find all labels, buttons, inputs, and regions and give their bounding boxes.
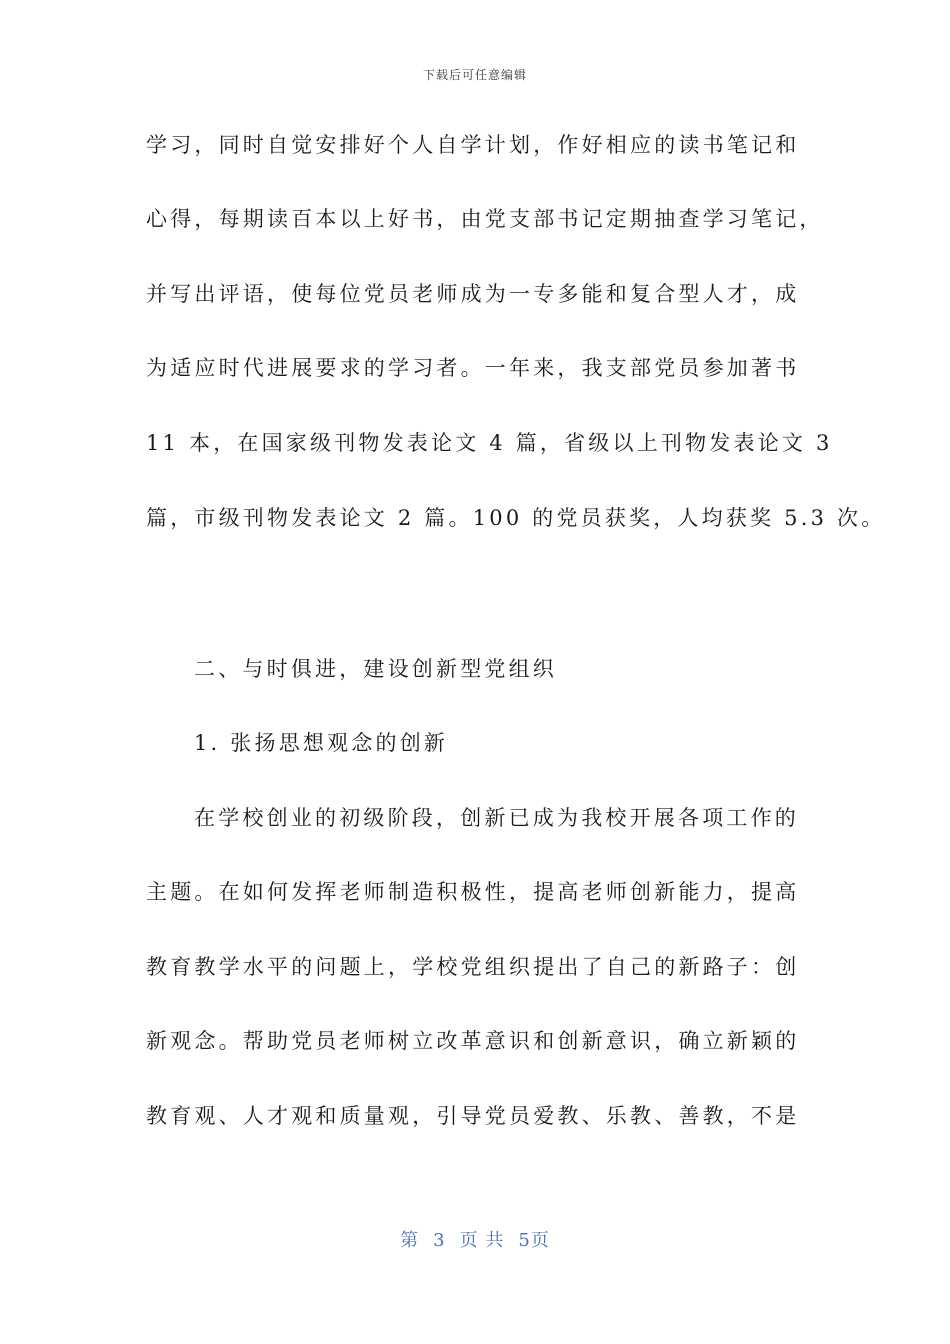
paragraph-line: 为适应时代进展要求的学习者。一年来，我支部党员参加著书: [146, 356, 800, 380]
paragraph-line: 在学校创业的初级阶段，创新已成为我校开展各项工作的: [194, 806, 799, 830]
paragraph-line: 新观念。帮助党员老师树立改革意识和创新意识，确立新颖的: [146, 1029, 800, 1053]
subsection-heading: 1. 张扬思想观念的创新: [194, 731, 449, 755]
page-footer: [0, 1226, 950, 1252]
footer-total-pages: 5: [518, 1230, 531, 1251]
paragraph-line: 学习，同时自觉安排好个人自学计划，作好相应的读书笔记和: [146, 133, 800, 157]
header-note: 下载后可任意编辑: [422, 68, 527, 82]
paragraph-line: 11 本，在国家级刊物发表论文 4 篇，省级以上刊物发表论文 3: [146, 431, 833, 455]
footer-suffix: 页: [530, 1230, 550, 1251]
section-heading: 二、与时俱进，建设创新型党组织: [194, 657, 557, 681]
paragraph-line: 主题。在如何发挥老师制造积极性，提高老师创新能力，提高: [146, 880, 800, 904]
footer-prefix: 第: [400, 1230, 420, 1251]
paragraph-line: 教育教学水平的问题上，学校党组织提出了自己的新路子：创: [146, 955, 800, 979]
footer-current-page: 3: [433, 1230, 446, 1251]
paragraph-line: 并写出评语，使每位党员老师成为一专多能和复合型人才，成: [146, 282, 800, 306]
paragraph-line: 心得，每期读百本以上好书，由党支部书记定期抽查学习笔记，: [146, 207, 824, 231]
paragraph-line: 教育观、人才观和质量观，引导党员爱教、乐教、善教，不是: [146, 1104, 800, 1128]
footer-middle: 页 共: [459, 1230, 505, 1251]
paragraph-line: 篇，市级刊物发表论文 2 篇。100 的党员获奖，人均获奖 5.3 次。: [146, 506, 886, 530]
